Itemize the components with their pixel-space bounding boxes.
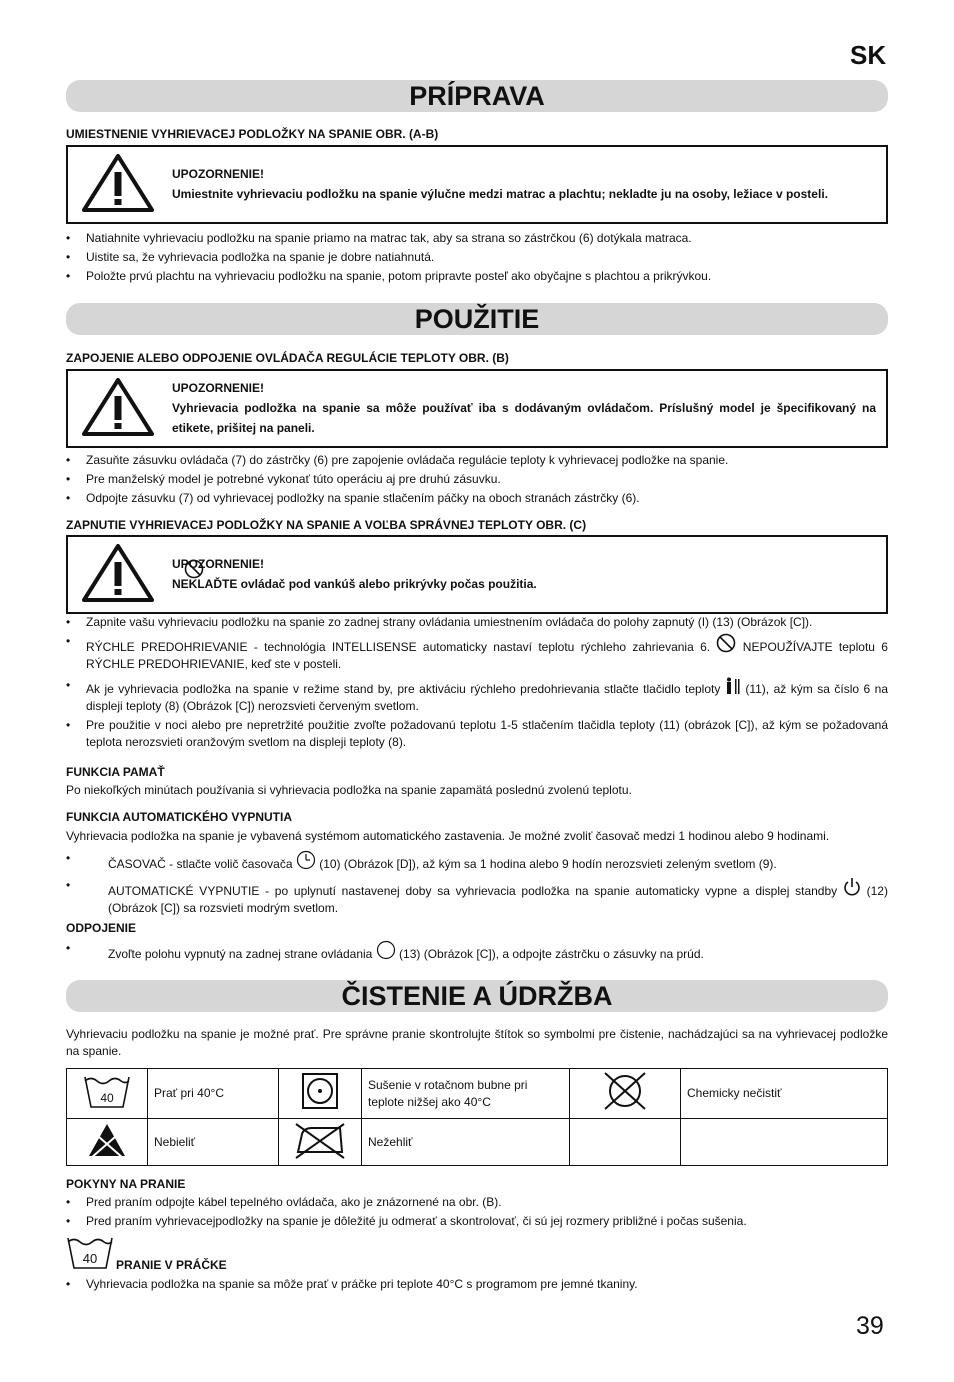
section-title-cistenie: ČISTENIE A ÚDRŽBA bbox=[66, 980, 888, 1012]
no-bleach-icon bbox=[85, 1120, 129, 1160]
warning-text-line bbox=[172, 574, 876, 594]
wash-40-icon bbox=[82, 1071, 132, 1111]
warning-title: UPOZORNENIE! bbox=[172, 381, 265, 395]
memory-text: Po niekoľkých minútach používania si vyhrievacia podložka na spanie zapamätá poslednú zvolenú teplotu. bbox=[66, 783, 632, 797]
list-item bbox=[66, 850, 888, 873]
list-item-text: RÝCHLE PREDOHRIEVANIE - technológia INTELLISENSE automaticky nastaví teplotu rýchleho zahrievania 6. bbox=[86, 640, 711, 654]
table-cell: Prať pri 40°C bbox=[148, 1069, 279, 1119]
list-item-text: ČASOVAČ - stlačte volič časovača bbox=[108, 857, 293, 871]
section-title-pouzitie: POUŽITIE bbox=[66, 303, 888, 335]
bullet-list-priprava bbox=[66, 230, 888, 287]
heading-disconnect: ODPOJENIE bbox=[66, 921, 137, 935]
list-item-text: AUTOMATICKÉ VYPNUTIE - po uplynutí nastavenej doby sa vyhrievacia podložka na spanie automaticky vypne a displej standby bbox=[108, 884, 838, 898]
power-standby-icon bbox=[843, 877, 861, 897]
warning-text: NEKLAĎTE ovládač pod vankúš alebo prikrývky počas použitia. bbox=[172, 577, 537, 591]
tumble-dry-low-icon bbox=[300, 1071, 340, 1111]
table-row bbox=[67, 1119, 888, 1166]
list-item-text: Zvoľte polohu vypnutý na zadnej strane ovládania bbox=[108, 947, 373, 961]
warning-box bbox=[66, 145, 888, 224]
bullet-list-disconnect bbox=[66, 940, 888, 965]
list-item: • Pred praním odpojte kábel tepelného ovládača, ako je znázornené na obr. (B). bbox=[66, 1194, 888, 1211]
warning-box bbox=[66, 369, 888, 448]
table-cell bbox=[570, 1069, 681, 1119]
warning-title: UPOZORNENIE! bbox=[172, 557, 265, 571]
no-iron-icon bbox=[292, 1120, 348, 1160]
list-item: • Pred praním vyhrievacejpodložky na spanie je dôležité ju odmerať a skontrolovať, či sú jej rozmery približné i počas sušenia. bbox=[66, 1213, 888, 1230]
list-item: • Položte prvú plachtu na vyhrievaciu podložku na spanie, potom pripravte posteľ ako obyčajne s plachtou a prikrývkou. bbox=[66, 268, 888, 285]
prohibited-icon bbox=[184, 559, 204, 579]
warning-text: Vyhrievacia podložka na spanie sa môže používať iba s dodávaným ovládačom. Príslušný model je špecifikovaný na etikete, prišitej na paneli. bbox=[172, 401, 876, 435]
list-item: • Zapnite vašu vyhrievaciu podložku na spanie zo zadnej strany ovládania umiestnením ovládača do polohy zapnutý (I) (13) (Obrázok [C]). bbox=[66, 614, 888, 631]
warning-triangle-icon bbox=[80, 542, 156, 604]
care-symbols-table bbox=[66, 1068, 888, 1166]
bullet-list-auto-off bbox=[66, 850, 888, 919]
wash-40-icon bbox=[66, 1232, 114, 1272]
warning-text: Umiestnite vyhrievaciu podložku na spanie výlučne medzi matrac a plachtu; nekladte ju na osoby, ležiace v posteli. bbox=[172, 187, 828, 201]
list-item-text: (10) (Obrázok [D]), až kým sa 1 hodina alebo 9 hodín nerozsvieti zeleným svetlom (9). bbox=[319, 857, 777, 871]
warning-box bbox=[66, 535, 888, 614]
wash-temp-label: 40 bbox=[100, 1091, 114, 1105]
list-item: • Pre použitie v noci alebo pre nepretržité použitie zvoľte požadovanú teplotu 1-5 stlačením tlačidla teploty (11) (obrázok [C]), až kým se požadovaná teplota nerozsvieti oranžovým svetlom na displeji teploty (8). bbox=[66, 717, 888, 751]
list-item bbox=[66, 877, 888, 917]
table-row bbox=[67, 1069, 888, 1119]
timer-icon bbox=[296, 850, 316, 870]
list-item-text: NEPOUŽÍVAJTE teplotu 6 RÝCHLE PREDOHRIEVANIE, keď ste v posteli. bbox=[86, 640, 888, 671]
list-item: • Uistite sa, že vyhrievacia podložka na spanie je dobre natiahnutá. bbox=[66, 249, 888, 266]
bullet-list-connect bbox=[66, 452, 888, 509]
list-item-text: (11), až kým sa číslo 6 na displeji teploty (8) (Obrázok [C]) nerozsvieti červeným svetlom. bbox=[86, 682, 888, 713]
list-item: • Vyhrievacia podložka na spanie sa môže prať v práčke pri teplote 40°C s programom pre jemné tkaniny. bbox=[66, 1276, 888, 1293]
list-item-text: (13) (Obrázok [C]), a odpojte zástrčku o zásuvky na prúd. bbox=[399, 947, 704, 961]
off-circle-icon bbox=[376, 940, 396, 960]
heading-connect: ZAPOJENIE ALEBO ODPOJENIE OVLÁDAČA REGULÁCIE TEPLOTY OBR. (B) bbox=[66, 351, 509, 365]
heading-switch-on: ZAPNUTIE VYHRIEVACEJ PODLOŽKY NA SPANIE A VOĽBA SPRÁVNEJ TEPLOTY OBR. (C) bbox=[66, 518, 587, 532]
list-item: • Zasuňte zásuvku ovládača (7) do zástrčky (6) pre zapojenie ovládača regulácie teploty k vyhrievacej podložke na spanie. bbox=[66, 452, 888, 469]
list-item-text: (12) (Obrázok [C]) sa rozsvieti modrým svetlom. bbox=[108, 884, 888, 915]
table-cell: Nežehliť bbox=[362, 1119, 570, 1166]
heading-memory: FUNKCIA PAMAŤ bbox=[66, 765, 165, 779]
list-item: • Pre manželský model je potrebné vykonať túto operáciu aj pre druhú zásuvku. bbox=[66, 471, 888, 488]
warning-title: UPOZORNENIE! bbox=[172, 167, 265, 181]
table-cell bbox=[67, 1119, 148, 1166]
warning-triangle-icon bbox=[80, 376, 156, 438]
bullet-list-machine-wash bbox=[66, 1276, 888, 1295]
language-code: SK bbox=[850, 40, 887, 70]
table-cell: Nebieliť bbox=[148, 1119, 279, 1166]
page-number: 39 bbox=[856, 1312, 884, 1340]
table-cell bbox=[570, 1119, 681, 1166]
no-dry-clean-icon bbox=[599, 1069, 651, 1113]
list-item: • Natiahnite vyhrievaciu podložku na spanie priamo na matrac tak, aby sa strana so zástrčkou (6) dotýkala matraca. bbox=[66, 230, 888, 247]
bullet-list-switch-on bbox=[66, 614, 888, 753]
table-cell bbox=[681, 1119, 888, 1166]
heading-machine-wash: PRANIE V PRÁČKE bbox=[116, 1258, 227, 1272]
table-cell bbox=[279, 1119, 362, 1166]
section-title-priprava: PRÍPRAVA bbox=[66, 80, 888, 112]
list-item bbox=[66, 940, 888, 963]
table-cell bbox=[67, 1069, 148, 1119]
warning-triangle-icon bbox=[80, 152, 156, 214]
list-item: • Odpojte zásuvku (7) od vyhrievacej podložky na spanie stlačením páčky na oboch stranách zástrčky (6). bbox=[66, 490, 888, 507]
list-item-text: Ak je vyhrievacia podložka na spanie v režime stand by, pre aktiváciu rýchleho predohrievania stlačte tlačidlo teploty bbox=[86, 682, 721, 696]
wash-temp-label: 40 bbox=[82, 1251, 98, 1266]
heading-placement: UMIESTNENIE VYHRIEVACEJ PODLOŽKY NA SPANIE OBR. (A-B) bbox=[66, 127, 439, 141]
prohibited-icon bbox=[716, 633, 736, 653]
heading-washing-instructions: POKYNY NA PRANIE bbox=[66, 1177, 186, 1191]
heading-auto-off: FUNKCIA AUTOMATICKÉHO VYPNUTIA bbox=[66, 810, 292, 824]
auto-off-text: Vyhrievacia podložka na spanie je vybavená systémom automatického zastavenia. Je možné zvoliť časovač medzi 1 hodinou alebo 9 hodinami. bbox=[66, 829, 830, 843]
cleaning-intro: Vyhrievaciu podložku na spanie je možné prať. Pre správne pranie skontrolujte štítok so symbolmi pre čistenie, nachádzajúci sa na vyhrievacej podložke na spanie. bbox=[66, 1027, 888, 1058]
bullet-list-washing bbox=[66, 1194, 888, 1232]
temperature-button-icon bbox=[725, 677, 741, 695]
table-cell: Chemicky nečistiť bbox=[681, 1069, 888, 1119]
table-cell bbox=[279, 1069, 362, 1119]
table-cell: Sušenie v rotačnom bubne pri teplote nižšej ako 40°C bbox=[362, 1069, 570, 1119]
list-item bbox=[66, 677, 888, 715]
list-item bbox=[66, 633, 888, 673]
